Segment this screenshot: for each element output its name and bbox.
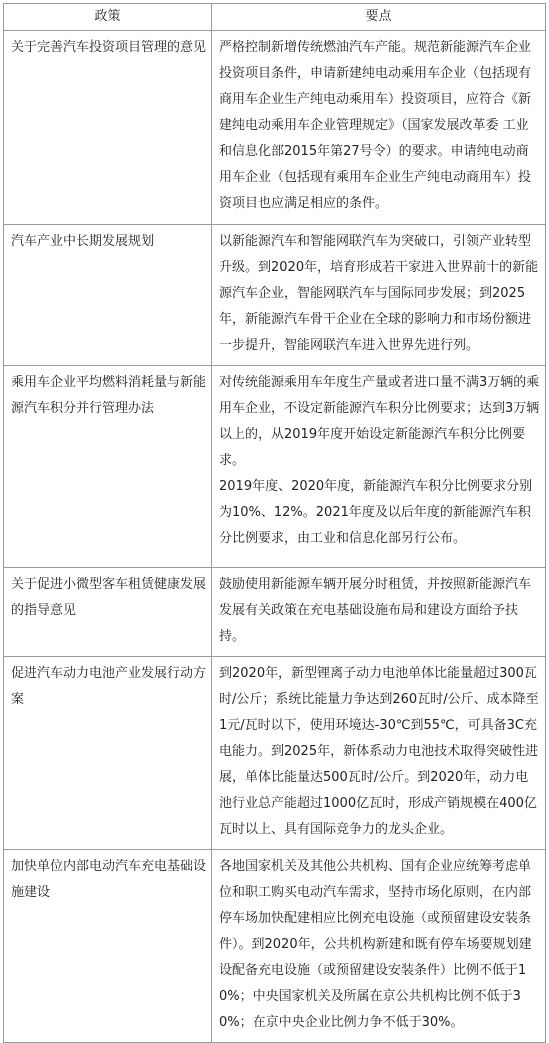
key-points [212, 850, 546, 1043]
key-points [212, 568, 546, 657]
table-row [4, 366, 546, 568]
table-header-row [4, 4, 546, 31]
table-row [4, 31, 546, 225]
key-points [212, 225, 546, 366]
policy-name: 关于促进小微型客车租赁健康发展的指导意见 [4, 568, 212, 657]
key-point-paragraph: 鼓励使用新能源车辆开展分时租赁，并按照新能源汽车发展有关政策在充电基础设施布局和建设方面给予扶持。 [219, 577, 532, 644]
key-points [212, 366, 546, 568]
table-row [4, 657, 546, 850]
key-points [212, 657, 546, 850]
policy-name: 汽车产业中长期发展规划 [4, 225, 212, 366]
key-point-paragraph: 到2020年，新型锂离子动力电池单体比能量超过300瓦时/公斤；系统比能量力争达到260瓦时/公斤、成本降至1元/瓦时以下，使用环境达-30℃到55℃，可具备3C充电能力。到2025年，新体系动力电池技术取得突破性进展，单体比能量达500瓦时/公斤。到2020年，动力电池行业总产能超过1000亿瓦时，形成产销规模在400亿瓦时以上、具有国际竞争力的龙头企业。 [219, 666, 539, 837]
policy-name: 加快单位内部电动汽车充电基础设施建设 [4, 850, 212, 1043]
header-key-points: 要点 [212, 4, 546, 31]
policy-name: 乘用车企业平均燃料消耗量与新能源汽车积分并行管理办法 [4, 366, 212, 568]
policy-name: 促进汽车动力电池产业发展行动方案 [4, 657, 212, 850]
policy-table [3, 3, 546, 1043]
key-point-paragraph: 各地国家机关及其他公共机构、国有企业应统筹考虑单位和职工购买电动汽车需求，坚持市场化原则，在内部停车场加快配建相应比例充电设施（或预留建设安装条件）。到2020年，公共机构新建和既有停车场要规划建设配备充电设施（或预留建设安装条件）比例不低于10%；中央国家机关及所属在京公共机构比例不低于30%；在京中央企业比例力争不低于30%。 [219, 859, 532, 1030]
key-points [212, 31, 546, 225]
table-row [4, 568, 546, 657]
policy-name: 关于完善汽车投资项目管理的意见 [4, 31, 212, 225]
header-policy: 政策 [4, 4, 212, 31]
table-row [4, 850, 546, 1043]
key-point-paragraph: 严格控制新增传统燃油汽车产能。规范新能源汽车企业投资项目条件，申请新建纯电动乘用车企业（包括现有商用车企业生产纯电动乘用车）投资项目，应符合《新建纯电动乘用车企业管理规定》（国家发展改革委 工业和信息化部2015年第27号令）的要求。申请纯电动商用车企业（包括现有乘用车企业生产纯电动商用车）投资项目也应满足相应的条件。 [219, 40, 532, 211]
key-point-paragraph: 以新能源汽车和智能网联汽车为突破口，引领产业转型升级。到2020年，培育形成若干家进入世界前十的新能源汽车企业，智能网联汽车与国际同步发展；到2025年，新能源汽车骨干企业在全球的影响力和市场份额进一步提升，智能网联汽车进入世界先进行列。 [219, 234, 539, 353]
key-point-paragraph: 对传统能源乘用车年度生产量或者进口量不满3万辆的乘用车企业，不设定新能源汽车积分比例要求；达到3万辆以上的，从2019年度开始设定新能源汽车积分比例要求。 [219, 375, 540, 468]
table-row [4, 225, 546, 366]
key-point-paragraph: 2019年度、2020年度，新能源汽车积分比例要求分别为10%、12%。2021年度及以后年度的新能源汽车积分比例要求，由工业和信息化部另行公布。 [219, 479, 533, 546]
